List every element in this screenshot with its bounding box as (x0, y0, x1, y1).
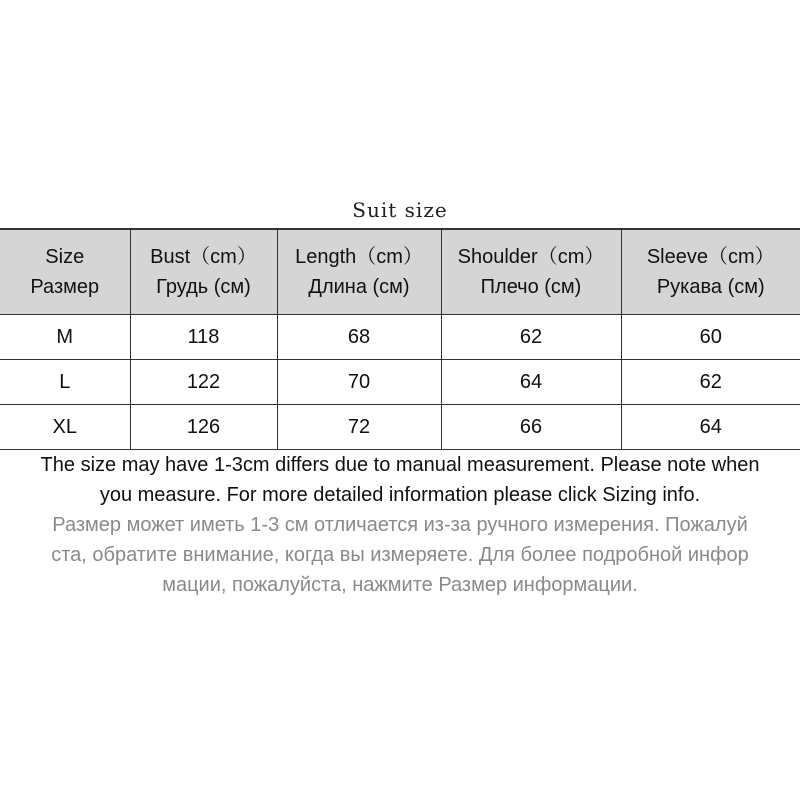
cell-shoulder: 64 (441, 360, 621, 405)
cell-sleeve: 62 (621, 360, 800, 405)
cell-size: M (0, 315, 130, 360)
header-shoulder-en: Shoulder（cm） (457, 246, 605, 268)
size-table (0, 228, 800, 450)
header-size-en: Size (45, 246, 85, 268)
header-size-ru: Размер (30, 276, 100, 298)
header-shoulder-ru: Плечо (см) (480, 276, 582, 298)
table-row (0, 405, 800, 450)
cell-sleeve: 64 (621, 405, 800, 450)
note-en-line: you measure. For more detailed information please click Sizing info. (99, 484, 701, 506)
header-size (0, 229, 130, 315)
header-length-en: Length（cm） (295, 246, 423, 268)
cell-size: L (0, 360, 130, 405)
header-row (0, 229, 800, 315)
header-bust (130, 229, 277, 315)
table-row (0, 360, 800, 405)
chart-title: Suit size (352, 198, 448, 222)
measurement-note-en (0, 450, 800, 510)
header-bust-ru: Грудь (см) (156, 276, 251, 298)
cell-shoulder: 66 (441, 405, 621, 450)
measurement-note-ru (0, 510, 800, 600)
cell-bust: 122 (130, 360, 277, 405)
header-length-ru: Длина (см) (308, 276, 410, 298)
note-ru-line: ста, обратите внимание, когда вы измеряете. Для более подробной инфор (51, 544, 749, 566)
cell-length: 72 (277, 405, 441, 450)
note-en-line: The size may have 1-3cm differs due to manual measurement. Please note when (40, 454, 760, 476)
header-bust-en: Bust（cm） (150, 246, 257, 268)
cell-shoulder: 62 (441, 315, 621, 360)
header-sleeve-ru: Рукава (см) (656, 276, 765, 298)
cell-length: 70 (277, 360, 441, 405)
cell-length: 68 (277, 315, 441, 360)
header-shoulder (441, 229, 621, 315)
cell-size: XL (0, 405, 130, 450)
table-row (0, 315, 800, 360)
header-sleeve-en: Sleeve（cm） (646, 246, 775, 268)
cell-bust: 126 (130, 405, 277, 450)
cell-bust: 118 (130, 315, 277, 360)
header-sleeve (621, 229, 800, 315)
header-length (277, 229, 441, 315)
note-ru-line: мации, пожалуйста, нажмите Размер информации. (162, 574, 638, 596)
cell-sleeve: 60 (621, 315, 800, 360)
note-ru-line: Размер может иметь 1-3 см отличается из-за ручного измерения. Пожалуй (52, 514, 748, 536)
